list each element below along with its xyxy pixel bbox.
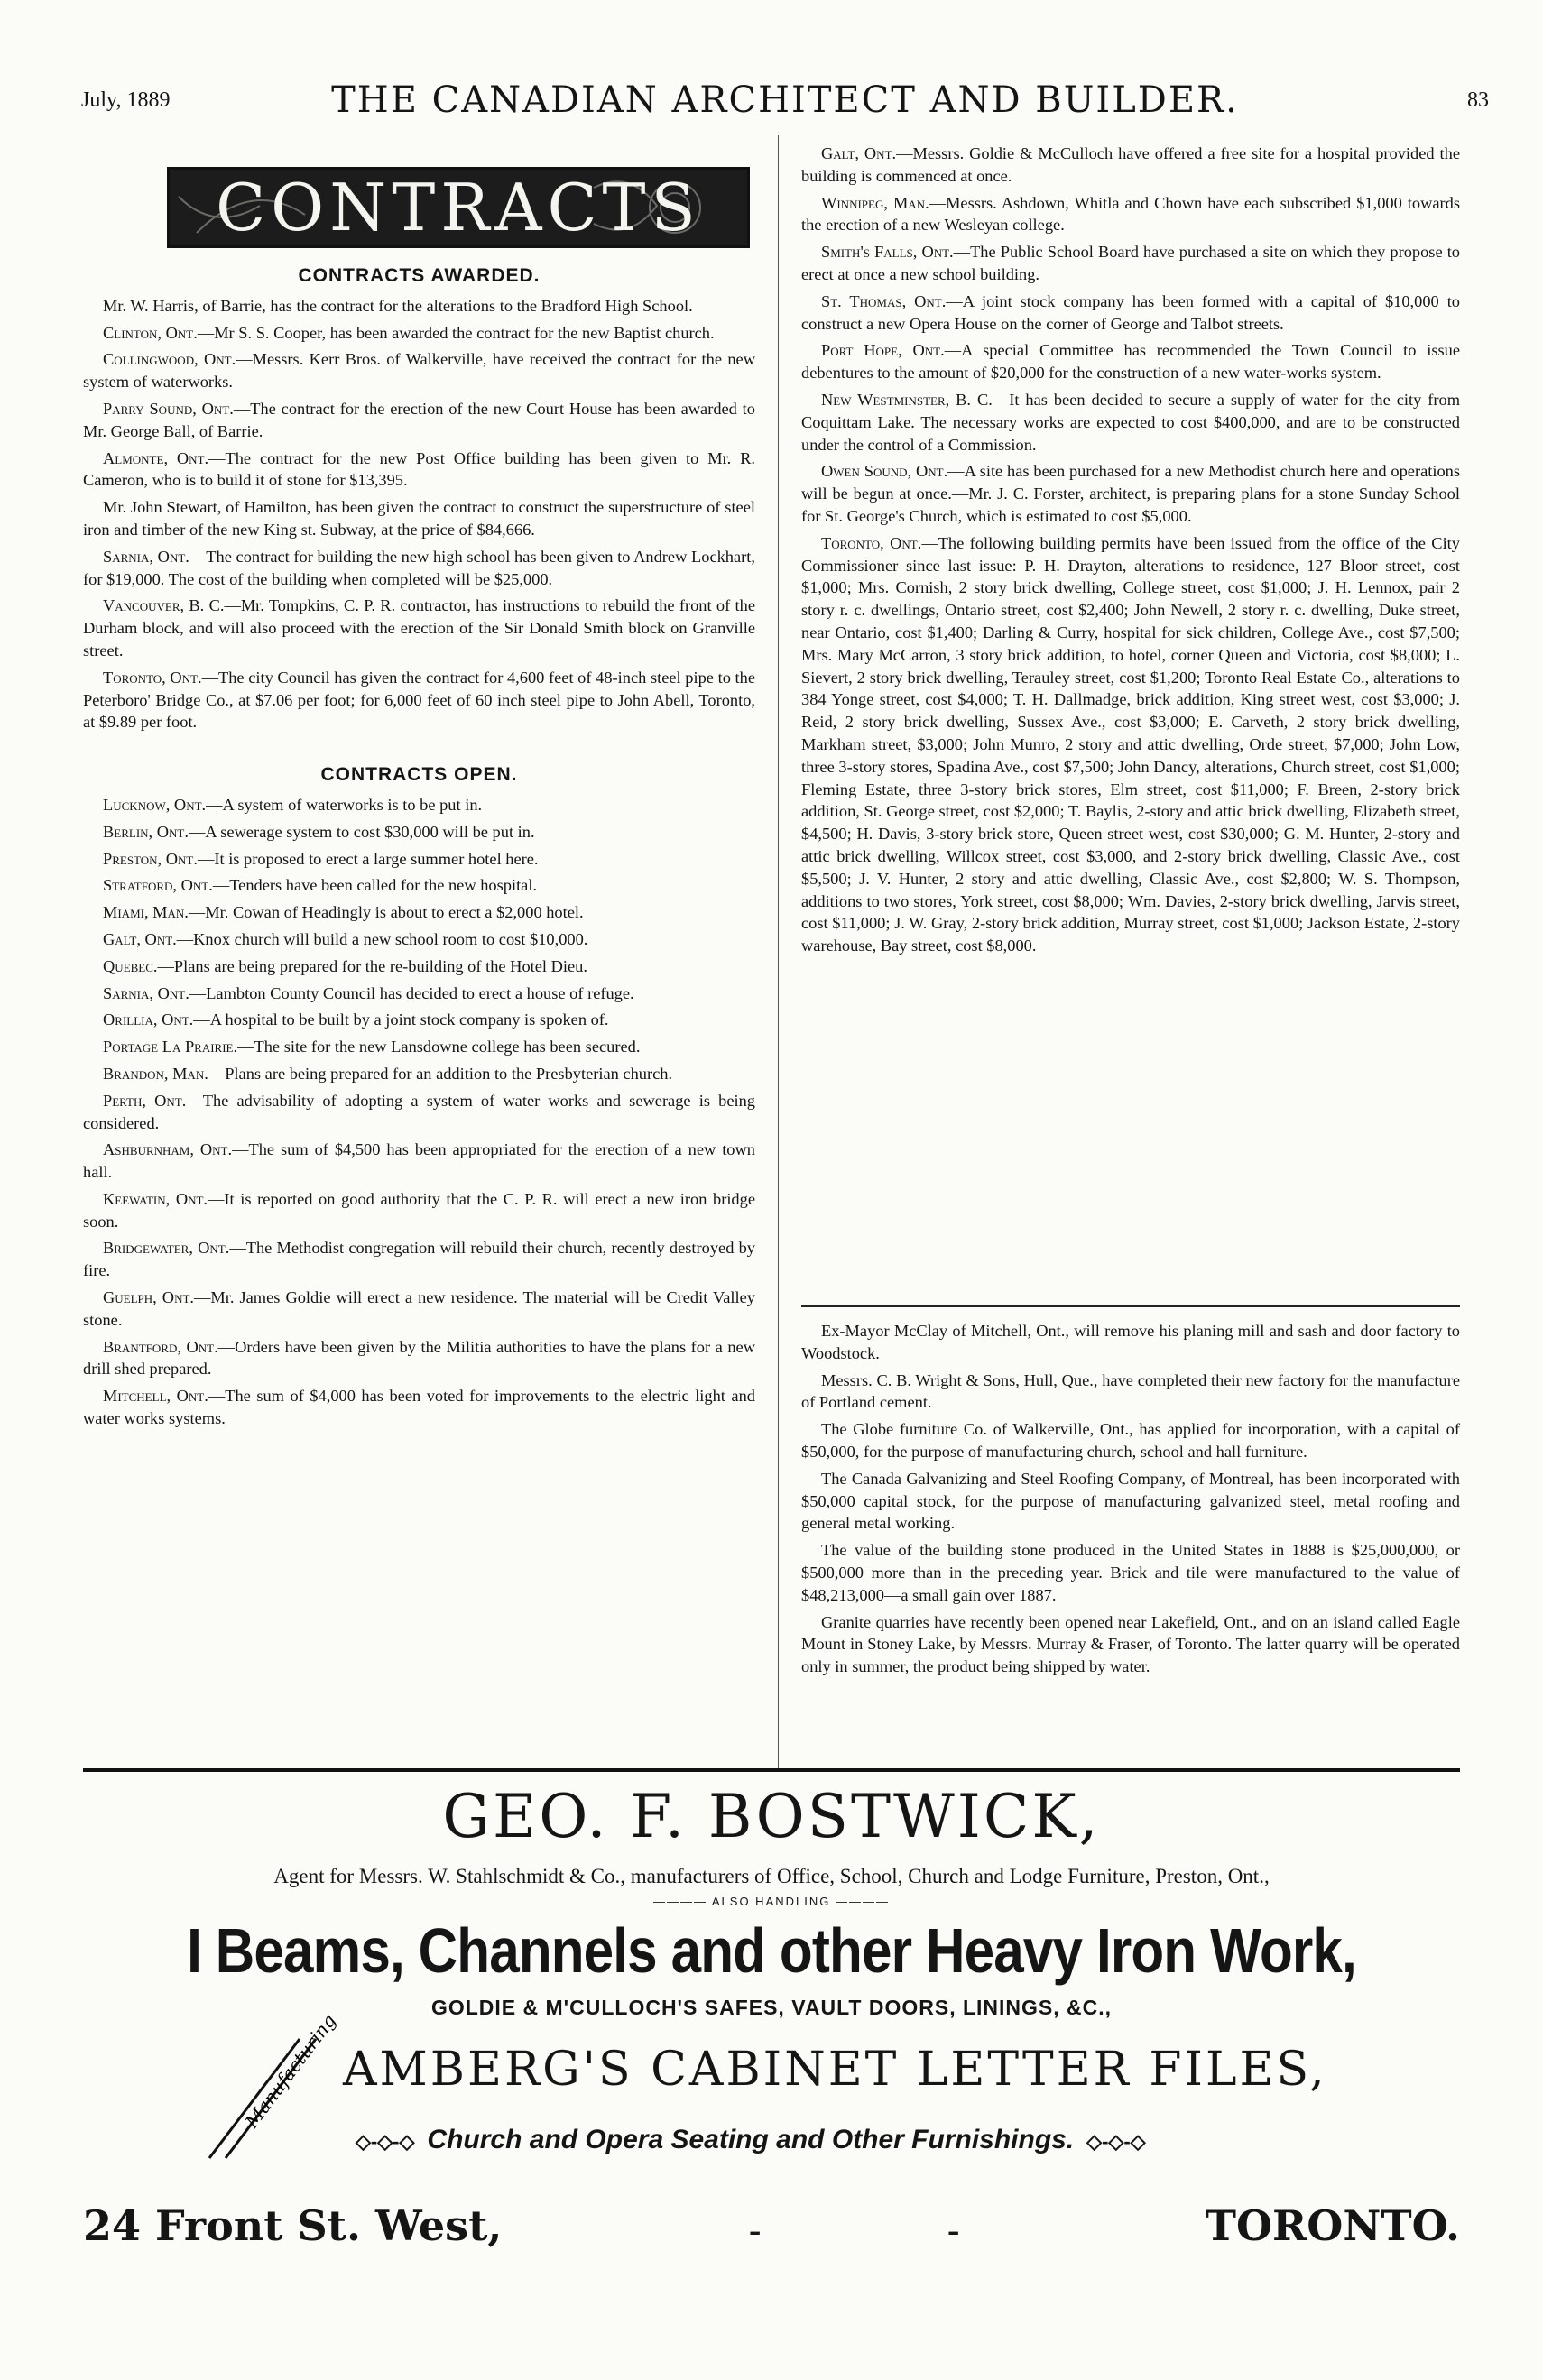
- news-list: [801, 1320, 1460, 1678]
- street-address: 24 Front St. West,: [83, 2201, 503, 2250]
- item-location: Bridgewater, Ont.: [103, 1239, 230, 1258]
- item-text: —The sum of $4,500 has been appropriated for the erection of a new town hall.: [83, 1140, 755, 1182]
- item-text: Mr. W. Harris, of Barrie, has the contract for the alterations to the Bradford High School.: [103, 296, 693, 315]
- item-text: —It is reported on good authority that the C. P. R. will erect a new iron bridge soon.: [83, 1189, 755, 1231]
- ornament-left-icon: ◇-◇-◇: [356, 2130, 415, 2153]
- list-item: [801, 241, 1460, 286]
- item-text: —The contract for the new Post Office building has been given to Mr. R. Cameron, who is to build it of stone for $13,395.: [83, 448, 756, 490]
- list-item: [83, 546, 755, 591]
- item-location: Toronto, Ont.: [821, 533, 922, 552]
- item-location: Orillia, Ont.: [103, 1010, 194, 1029]
- open-list: [83, 794, 755, 1430]
- item-text: —Lambton County Council has decided to erect a house of refuge.: [189, 983, 634, 1002]
- banner-title: CONTRACTS: [216, 170, 701, 245]
- item-location: Stratford, Ont.: [103, 876, 213, 895]
- list-item: [801, 389, 1460, 456]
- advert-top-rule: [83, 1768, 1460, 1772]
- list-item: [83, 1009, 755, 1031]
- awarded-heading: CONTRACTS AWARDED.: [298, 265, 541, 286]
- list-item: [83, 398, 755, 443]
- item-location: Quebec.: [103, 956, 158, 975]
- item-text: —The sum of $4,000 has been voted for improvements to the electric light and water works systems.: [83, 1387, 755, 1428]
- item-location: Galt, Ont.: [103, 929, 177, 948]
- advertiser-name: GEO. F. BOSTWICK,: [442, 1782, 1101, 1851]
- item-location: Almonte, Ont.: [103, 448, 209, 467]
- list-item: [83, 1090, 755, 1135]
- item-text: —Mr S. S. Cooper, has been awarded the contract for the new Baptist church.: [197, 323, 715, 342]
- item-text: —It has been decided to secure a supply of water for the city from Coquittam Lake. The necessary works are expected to cost $400,000, and are to be constructed under the control of a Commission.: [801, 390, 1460, 454]
- beams-headline: I Beams, Channels and other Heavy Iron Work,: [187, 1915, 1356, 1986]
- list-item: [83, 1336, 755, 1381]
- church-seating-line: [343, 2125, 1159, 2155]
- item-text: —Orders have been given by the Militia authorities to have the plans for a new drill shed prepared.: [83, 1337, 755, 1379]
- list-item: Ex-Mayor McClay of Mitchell, Ont., will remove his planing mill and sash and door factory to Woodstock.: [801, 1322, 1460, 1362]
- list-item: [83, 348, 755, 393]
- list-item: Messrs. C. B. Wright & Sons, Hull, Que., have completed their new factory for the manufacture of Portland cement.: [801, 1370, 1460, 1412]
- section-divider: [801, 1305, 1460, 1307]
- list-item: [83, 848, 755, 871]
- item-location: Owen Sound, Ont.: [821, 462, 948, 481]
- item-location: Ashburnham, Ont.: [103, 1140, 233, 1159]
- item-location: Perth, Ont.: [103, 1091, 187, 1110]
- list-item: [801, 460, 1460, 527]
- item-text: —The contract for building the new high school has been given to Andrew Lockhart, for $19,000. The cost of the building when completed will be $25,000.: [83, 547, 755, 588]
- list-item: [83, 955, 755, 978]
- list-item: The value of the building stone produced in the United States in 1888 is $25,000,000, or $500,000 more than in the preceding year. Brick and tile were manufactured to the value of $48,213,000—a small gain over 1887.: [801, 1541, 1460, 1604]
- manufacturing-word: Manufacturing: [240, 2009, 341, 2133]
- item-location: Galt, Ont.: [821, 144, 897, 162]
- address-dash-right: -: [947, 2209, 960, 2250]
- item-location: New Westminster, B. C.: [821, 390, 993, 409]
- list-item: [83, 1385, 755, 1430]
- item-text: —The advisability of adopting a system of water works and sewerage is being considered.: [83, 1091, 755, 1132]
- item-text: —A site has been purchased for a new Methodist church here and operations will be begun at once.—Mr. J. C. Forster, architect, is preparing plans for a stone Sunday School for St. George's Church, which is estimated to cost $5,000.: [801, 462, 1460, 525]
- item-text: —It is proposed to erect a large summer hotel here.: [197, 849, 539, 868]
- address-dash-left: -: [749, 2209, 762, 2250]
- safes-line: GOLDIE & M'CULLOCH'S SAFES, VAULT DOORS, LININGS, &C.,: [430, 1996, 1113, 2019]
- also-handling-text: ALSO HANDLING: [711, 1895, 831, 1908]
- item-location: Guelph, Ont.: [103, 1288, 194, 1307]
- item-text: —A sewerage system to cost $30,000 will be put in.: [188, 822, 535, 841]
- list-item: The Canada Galvanizing and Steel Roofing Company, of Montreal, has been incorporated with $50,000 capital stock, for the purpose of manufacturing galvanized steel, metal roofing and general metal working.: [801, 1469, 1460, 1533]
- item-location: Vancouver, B. C.: [103, 596, 225, 615]
- item-text: —Plans are being prepared for an addition to the Presbyterian church.: [208, 1064, 673, 1083]
- right-column: [801, 143, 1460, 962]
- item-location: Sarnia, Ont.: [103, 983, 189, 1002]
- item-location: Brandon, Man.: [103, 1064, 208, 1083]
- list-item: [83, 928, 755, 951]
- item-location: Parry Sound, Ont.: [103, 399, 234, 418]
- item-location: Portage La Prairie.: [103, 1038, 238, 1056]
- item-text: —The Public School Board have purchased a site on which they propose to erect at once a new school building.: [801, 243, 1461, 283]
- open-heading: CONTRACTS OPEN.: [320, 764, 518, 786]
- list-item: [83, 667, 755, 733]
- list-item: [801, 532, 1460, 957]
- list-item: [83, 982, 755, 1005]
- list-item: [801, 291, 1460, 336]
- item-location: Collingwood, Ont.: [103, 350, 236, 369]
- amberg-line: AMBERG'S CABINET LETTER FILES,: [343, 2043, 1327, 2097]
- item-text: —Plans are being prepared for the re-building of the Hotel Dieu.: [157, 956, 587, 975]
- list-item: [83, 874, 755, 897]
- issue-date: July, 1889: [81, 88, 171, 112]
- list-item: [83, 1036, 755, 1058]
- left-column: [83, 260, 755, 1434]
- page-header: [81, 79, 1489, 123]
- page-number: 83: [1467, 88, 1489, 112]
- item-text: —A hospital to be built by a joint stock company is spoken of.: [193, 1010, 609, 1029]
- item-location: Toronto, Ont.: [103, 668, 202, 687]
- list-item: [801, 339, 1460, 384]
- list-item: [83, 794, 755, 816]
- list-item: [83, 595, 755, 661]
- awarded-list: [83, 295, 755, 733]
- list-item: [83, 901, 755, 924]
- advertiser-agent-line: Agent for Messrs. W. Stahlschmidt & Co., manufacturers of Office, School, Church and Lodge Furniture, Preston, Ont.,: [273, 1865, 1270, 1887]
- also-handling-label: ———— ALSO HANDLING ————: [652, 1895, 890, 1908]
- item-location: Berlin, Ont.: [103, 822, 189, 841]
- list-item: [83, 1063, 755, 1085]
- item-text: —Mr. James Goldie will erect a new residence. The material will be Credit Valley stone.: [83, 1288, 755, 1329]
- item-text: —The following building permits have been issued from the office of the City Commissioner since last issue: P. H. Drayton, alterations to residence, 127 Bloor street, cost $1,000; Mrs. Cornish, 2 story brick dwelling, College street, cost $1,000; J. H. Lennox, pair 2 story r. c. dwellings, Ontario street, cost $2,400; John Newell, 2 story r. c. dwelling, Duke street, near Ontario, cost $1,400; Darling & Curry, hospital for sick children, College Ave., cost $7,500; Mrs. Mary McCarron, 3 story brick addition, to hotel, corner Queen and Victoria, cost $8,000; L. Sievert, 2 story brick dwelling, Terauley street, cost $1,200; Toronto Real Estate Co., alterations to 384 Yonge street, cost $4,000; T. H. Dallmadge, brick addition, King street west, cost $3,000; J. Reid, 2 story brick dwelling, Sussex Ave., cost $3,000; E. Carveth, 2 story brick dwelling, Markham street, $3,000; John Munro, 2 story and attic dwelling, Orde street, $7,000; John Low, three 3-story stores, Spadina Ave., cost $7,500; John Dancy, alterations, Church street, cost $1,000; Fleming Estate, three 3-story brick stores, Elm street, cost $11,000; F. Breen, 2-story brick addition, St. George street, cost $2,000; T. Baylis, 2-story and attic brick dwelling, Elizabeth street, $4,500; H. Davis, 3-story brick store, Queen street west, cost $30,000; G. M. Hunter, 2-story and attic brick dwelling, Willcox street, cost $3,000, and 2-story brick dwelling, Classic Ave., cost $5,500; J. V. Hunter, 2 story and attic dwelling, Classic Ave., cost $2,800; W. S. Thompson, additions to two stores, York street, cost $8,000; Wm. Davies, 2-story brick dwelling, Jarvis street, cost $11,000; J. W. Gray, 2-story brick addition, Murray street, cost $1,000; Jackson Estate, 2-story warehouse, Bay street, cost $8,000.: [801, 533, 1460, 955]
- news-column: [801, 1320, 1460, 1683]
- list-item: [801, 143, 1460, 188]
- ornament-right-icon: ◇-◇-◇: [1086, 2130, 1146, 2153]
- item-text: —Mr. Cowan of Headingly is about to erect a $2,000 hotel.: [188, 903, 584, 922]
- item-text: —The city Council has given the contract for 4,600 feet of 48-inch steel pipe to the Peterboro' Bridge Co., at $7.06 per foot; for 6,000 feet of 60 inch steel pipe to John Abell, Toronto, at $9.89 per foot.: [83, 668, 755, 732]
- item-text: —Mr. Tompkins, C. P. R. contractor, has instructions to rebuild the front of the Durham block, and will also proceed with the erection of the Sir Donald Smith block on Granville street.: [83, 596, 756, 660]
- list-item: [83, 322, 755, 345]
- item-location: Keewatin, Ont.: [103, 1189, 208, 1208]
- list-item: [83, 496, 755, 541]
- list-item: [83, 1139, 755, 1184]
- masthead-title: THE CANADIAN ARCHITECT AND BUILDER.: [331, 79, 1239, 121]
- item-location: Miami, Man.: [103, 903, 189, 922]
- list-item: [83, 1237, 755, 1282]
- item-text: —Messrs. Goldie & McCulloch have offered a free site for a hospital provided the building is commenced at once.: [801, 144, 1460, 185]
- item-text: —Knox church will build a new school room to cost $10,000.: [176, 929, 588, 948]
- church-seating-text: Church and Opera Seating and Other Furnishings.: [427, 2125, 1075, 2154]
- item-location: Brantford, Ont.: [103, 1337, 218, 1356]
- list-item: The Globe furniture Co. of Walkerville, Ont., has applied for incorporation, with a capital of $50,000, for the purpose of manufacturing church, school and hall furniture.: [801, 1420, 1460, 1461]
- right-list: [801, 143, 1460, 957]
- manufacturing-slash-emblem: [217, 2009, 341, 2167]
- list-item: [83, 295, 755, 318]
- item-text: Mr. John Stewart, of Hamilton, has been given the contract to construct the superstructure of steel iron and timber of the new King st. Subway, at the price of $84,666.: [83, 498, 755, 539]
- item-text: —A joint stock company has been formed with a capital of $10,000 to construct a new Opera House on the corner of George and Talbot streets.: [801, 291, 1460, 333]
- item-text: —The contract for the erection of the new Court House has been awarded to Mr. George Ball, of Barrie.: [83, 399, 755, 440]
- list-item: [801, 192, 1460, 237]
- item-location: Sarnia, Ont.: [103, 547, 189, 566]
- item-text: —Tenders have been called for the new hospital.: [212, 876, 538, 895]
- item-location: Mitchell, Ont.: [103, 1387, 208, 1406]
- item-text: —A special Committee has recommended the Town Council to issue debentures to the amount of $20,000 for the construction of a new water-works system.: [801, 341, 1461, 383]
- item-text: —The Methodist congregation will rebuild their church, recently destroyed by fire.: [83, 1239, 755, 1280]
- item-location: Preston, Ont.: [103, 849, 198, 868]
- item-location: Port Hope, Ont.: [821, 341, 945, 360]
- item-text: —Messrs. Ashdown, Whitla and Chown have each subscribed $1,000 towards the erection of a new Wesleyan college.: [801, 193, 1460, 235]
- item-location: Winnipeg, Man.: [821, 193, 929, 212]
- list-item: [83, 447, 755, 493]
- list-item: [83, 821, 755, 844]
- item-location: St. Thomas, Ont.: [821, 291, 947, 310]
- item-text: —Messrs. Kerr Bros. of Walkerville, have received the contract for the new system of waterworks.: [83, 350, 755, 392]
- item-location: Clinton, Ont.: [103, 323, 198, 342]
- item-location: Lucknow, Ont.: [103, 795, 207, 814]
- list-item: [83, 1287, 755, 1332]
- contracts-banner: [167, 167, 750, 248]
- item-location: Smith's Falls, Ont.: [821, 243, 954, 262]
- list-item: [83, 1188, 755, 1233]
- city-name: TORONTO.: [1205, 2201, 1460, 2250]
- column-divider: [778, 135, 779, 1768]
- item-text: —A system of waterworks is to be put in.: [206, 795, 483, 814]
- list-item: Granite quarries have recently been opened near Lakefield, Ont., and on an island called Eagle Mount in Stoney Lake, by Messrs. Murray & Fraser, of Toronto. The latter quarry will be operated only in summer, the product being shipped by water.: [801, 1612, 1460, 1676]
- item-text: —The site for the new Lansdowne college has been secured.: [237, 1038, 641, 1056]
